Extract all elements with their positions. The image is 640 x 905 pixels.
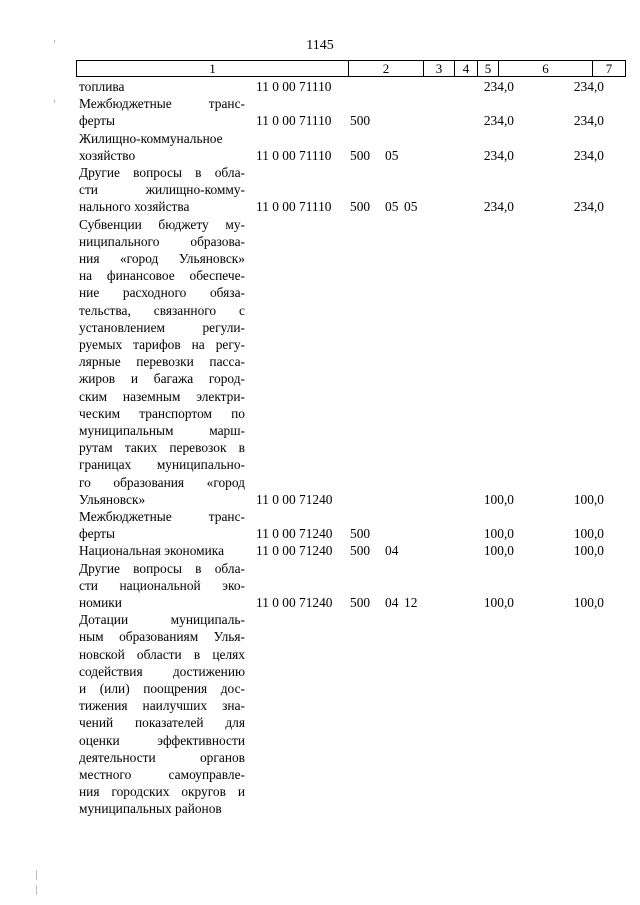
description-line: го образования «город: [79, 474, 245, 490]
row-value-2020: 234,0: [573, 113, 604, 129]
row-value-2020: 234,0: [573, 79, 604, 94]
table-row: [0, 78, 640, 95]
description-line: и (или) поощрения дос-: [79, 681, 245, 696]
description-line: местного самоуправле-: [79, 767, 245, 783]
description-line: муниципальным марш-: [79, 423, 245, 439]
table-row: [0, 130, 640, 164]
table-row: [0, 164, 640, 216]
row-description: [79, 508, 245, 542]
row-column-4: 04: [385, 543, 399, 559]
description-line: Субвенции бюджету му-: [79, 216, 245, 232]
row-value-2020: 100,0: [573, 526, 604, 542]
row-value-2019: 100,0: [483, 491, 514, 507]
description-line: Другие вопросы в обла-: [79, 560, 245, 576]
description-line: на финансовое обеспече-: [79, 268, 245, 284]
description-line: содействия достижению: [79, 663, 245, 679]
row-value-2019: 234,0: [483, 199, 514, 215]
description-line: руемых тарифов на регу-: [79, 337, 245, 353]
row-description: [79, 216, 245, 508]
table-row: [0, 508, 640, 542]
table-row: [0, 611, 640, 817]
column-header-4: 4: [454, 61, 477, 76]
row-description: [79, 95, 245, 129]
description-line: Межбюджетные транс-: [79, 96, 245, 112]
description-line: Дотации муниципаль-: [79, 612, 245, 628]
row-column-3: 500: [350, 526, 371, 542]
row-code: 11 0 00 71110: [256, 113, 332, 129]
row-column-3: 500: [350, 147, 371, 163]
column-header-row: [76, 60, 626, 77]
description-line: сти жилищно-комму-: [79, 182, 245, 198]
row-value-2019: 234,0: [483, 79, 514, 94]
column-header-2: 2: [348, 61, 423, 76]
description-line: ским наземным электри-: [79, 388, 245, 404]
row-column-4: 05: [385, 199, 399, 215]
row-column-3: 500: [350, 594, 371, 610]
description-line: ферты: [79, 113, 115, 129]
description-line: ческим транспортом по: [79, 405, 245, 421]
row-code: 11 0 00 71240: [256, 526, 333, 542]
row-column-3: 500: [350, 199, 371, 215]
scan-mark: [36, 885, 37, 895]
scan-mark: [36, 870, 37, 880]
row-value-2020: 234,0: [573, 147, 604, 163]
description-line: рутам таких перевозок в: [79, 440, 245, 456]
scan-mark: [54, 40, 55, 43]
row-value-2019: 100,0: [483, 526, 514, 542]
row-code: 11 0 00 71110: [256, 147, 332, 163]
description-line: хозяйство: [79, 147, 136, 163]
row-value-2019: 234,0: [483, 147, 514, 163]
column-header-1: 1: [209, 61, 216, 76]
description-line: муниципальных районов: [79, 801, 222, 817]
table-row: [0, 95, 640, 129]
table-row: [0, 542, 640, 559]
description-line: оценки эффективности: [79, 732, 245, 748]
description-line: лярные перевозки пасса-: [79, 354, 245, 370]
description-line: топлива: [79, 79, 125, 94]
description-line: деятельности органов: [79, 749, 245, 765]
description-line: границах муниципально-: [79, 457, 245, 473]
description-line: ния «город Ульяновск»: [79, 251, 245, 266]
row-value-2019: 234,0: [483, 113, 514, 129]
row-column-3: 500: [350, 113, 371, 129]
description-line: Межбюджетные транс-: [79, 509, 245, 524]
description-line: чений показателей для: [79, 715, 245, 731]
row-description: [79, 164, 245, 216]
row-value-2020: 100,0: [573, 491, 604, 507]
description-line: ферты: [79, 526, 115, 542]
row-code: 11 0 00 71110: [256, 79, 332, 94]
row-value-2019: 100,0: [483, 594, 514, 610]
row-code: 11 0 00 71110: [256, 199, 332, 215]
description-line: ния городских округов и: [79, 784, 245, 800]
column-header-6: 6: [498, 61, 592, 76]
description-line: установлением регули-: [79, 319, 245, 335]
row-value-2019: 100,0: [483, 543, 514, 559]
description-line: Национальная экономика: [79, 543, 225, 559]
description-line: ным образованиям Улья-: [79, 629, 245, 645]
row-column-4: 04: [385, 594, 399, 610]
row-code: 11 0 00 71240: [256, 543, 333, 559]
description-line: сти национальной эко-: [79, 577, 245, 593]
description-line: тижения наилучших зна-: [79, 698, 245, 714]
row-description: [79, 130, 245, 164]
row-description: [79, 542, 245, 559]
column-header-3: 3: [423, 61, 454, 76]
description-line: новской области в целях: [79, 646, 245, 662]
row-column-3: 500: [350, 543, 371, 559]
row-value-2020: 234,0: [573, 199, 604, 215]
description-line: жиров и багажа город-: [79, 371, 245, 387]
row-value-2020: 100,0: [573, 594, 604, 610]
description-line: номики: [79, 595, 122, 610]
table-row: [0, 216, 640, 508]
row-value-2020: 100,0: [573, 543, 604, 559]
description-line: нального хозяйства: [79, 199, 190, 215]
description-line: ниципального образова-: [79, 233, 245, 249]
row-description: [79, 78, 245, 95]
table-row: [0, 560, 640, 612]
description-line: Другие вопросы в обла-: [79, 165, 245, 180]
column-header-7: 7: [592, 61, 625, 76]
row-column-4: 05: [385, 147, 399, 163]
row-description: [79, 611, 245, 817]
description-line: Ульяновск»: [79, 491, 146, 507]
description-line: Жилищно-коммунальное: [79, 130, 223, 146]
description-line: ние расходного обяза-: [79, 285, 245, 301]
row-code: 11 0 00 71240: [256, 491, 333, 507]
row-description: [79, 560, 245, 612]
scan-mark: [54, 100, 55, 103]
page-number: 1145: [306, 38, 334, 53]
row-column-5: 12: [404, 594, 418, 610]
row-column-5: 05: [404, 199, 418, 215]
row-code: 11 0 00 71240: [256, 594, 333, 610]
description-line: тельства, связанного с: [79, 302, 245, 318]
column-header-5: 5: [477, 61, 498, 76]
